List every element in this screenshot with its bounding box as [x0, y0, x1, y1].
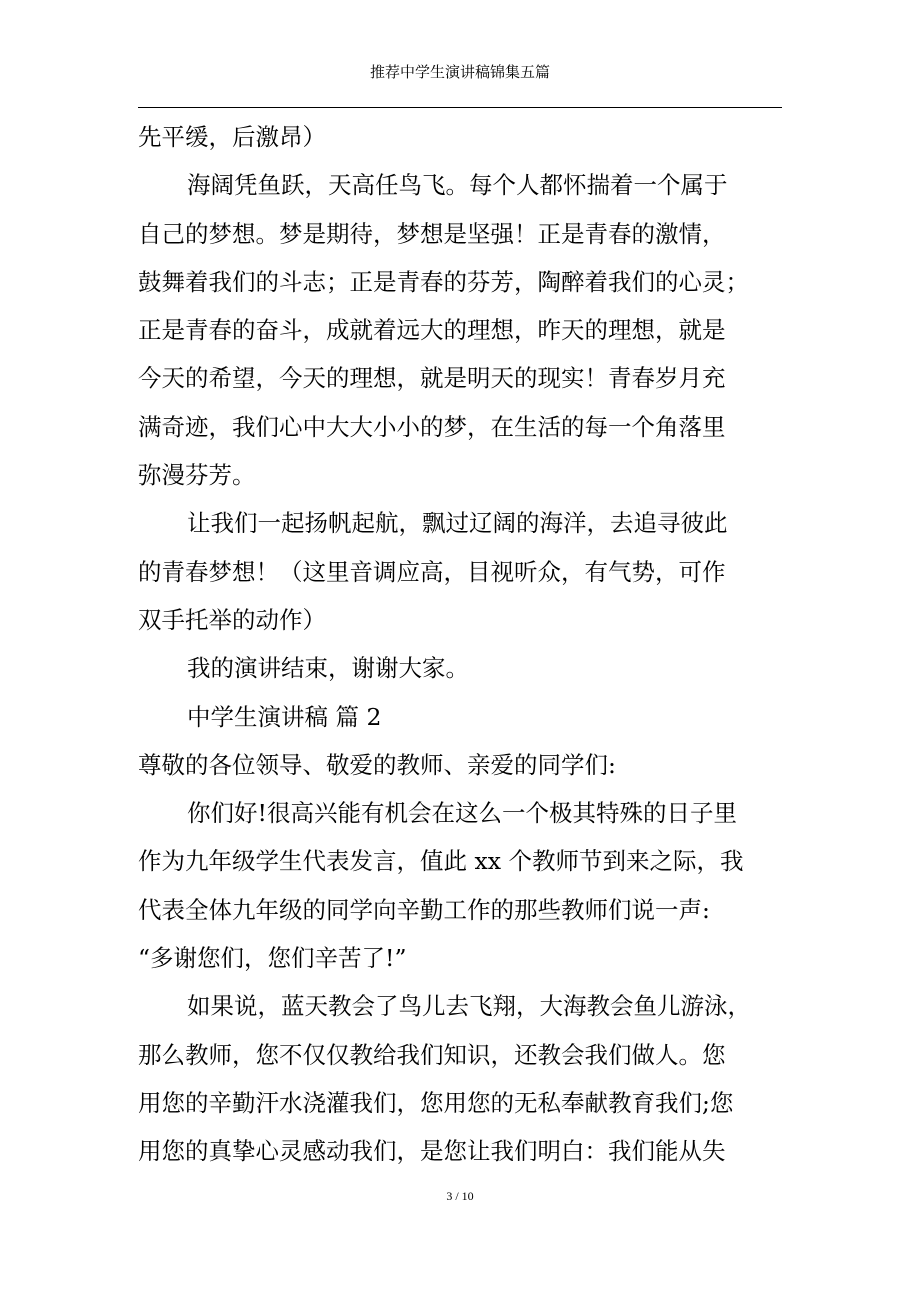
text-line: 那么教师，您不仅仅教给我们知识，还教会我们做人。您	[138, 1040, 726, 1069]
salutation: 尊敬的各位领导、敬爱的教师、亲爱的同学们:	[138, 750, 616, 779]
text-line: 你们好!很高兴能有机会在这么一个极其特殊的日子里	[187, 799, 737, 828]
page-number: 3 / 10	[446, 1189, 474, 1203]
text-line: 今天的希望，今天的理想，就是明天的现实！青春岁月充	[138, 364, 726, 393]
text-line: 先平缓，后激昂）	[138, 123, 326, 151]
header-rule	[138, 107, 782, 108]
text-line: 代表全体九年级的同学向辛勤工作的那些教师们说一声:	[138, 895, 710, 924]
section-heading: 中学生演讲稿 篇 2	[187, 702, 382, 731]
text-line: 用您的辛勤汗水浇灌我们，您用您的无私奉献教育我们;您	[138, 1088, 734, 1117]
text-line: 弥漫芬芳。	[138, 461, 256, 490]
text-line: 我的演讲结束，谢谢大家。	[187, 654, 469, 683]
document-body	[138, 113, 782, 1176]
text-line: 满奇迹，我们心中大大小小的梦，在生活的每一个角落里	[138, 412, 726, 441]
text-line: 作为九年级学生代表发言，值此 xx 个教师节到来之际，我	[138, 847, 744, 876]
text-line: 用您的真挚心灵感动我们，是您让我们明白：我们能从失	[138, 1137, 726, 1166]
running-header: 推荐中学生演讲稿锦集五篇	[369, 63, 550, 81]
text-line: 的青春梦想！（这里音调应高，目视听众，有气势，可作	[138, 557, 726, 586]
text-line: “多谢您们，您们辛苦了!”	[138, 944, 407, 973]
text-line: 双手托举的动作）	[138, 605, 326, 634]
text-line: 自己的梦想。梦是期待，梦想是坚强！正是青春的激情，	[138, 219, 726, 248]
text-line: 海阔凭鱼跃，天高任鸟飞。每个人都怀揣着一个属于	[187, 171, 728, 200]
text-line: 鼓舞着我们的斗志；正是青春的芬芳，陶醉着我们的心灵；	[138, 267, 749, 296]
text-line: 如果说，蓝天教会了鸟儿去飞翔，大海教会鱼儿游泳，	[187, 992, 751, 1021]
text-line: 让我们一起扬帆起航，飘过辽阔的海洋，去追寻彼此	[187, 509, 728, 538]
text-line: 正是青春的奋斗，成就着远大的理想，昨天的理想，就是	[138, 316, 726, 345]
